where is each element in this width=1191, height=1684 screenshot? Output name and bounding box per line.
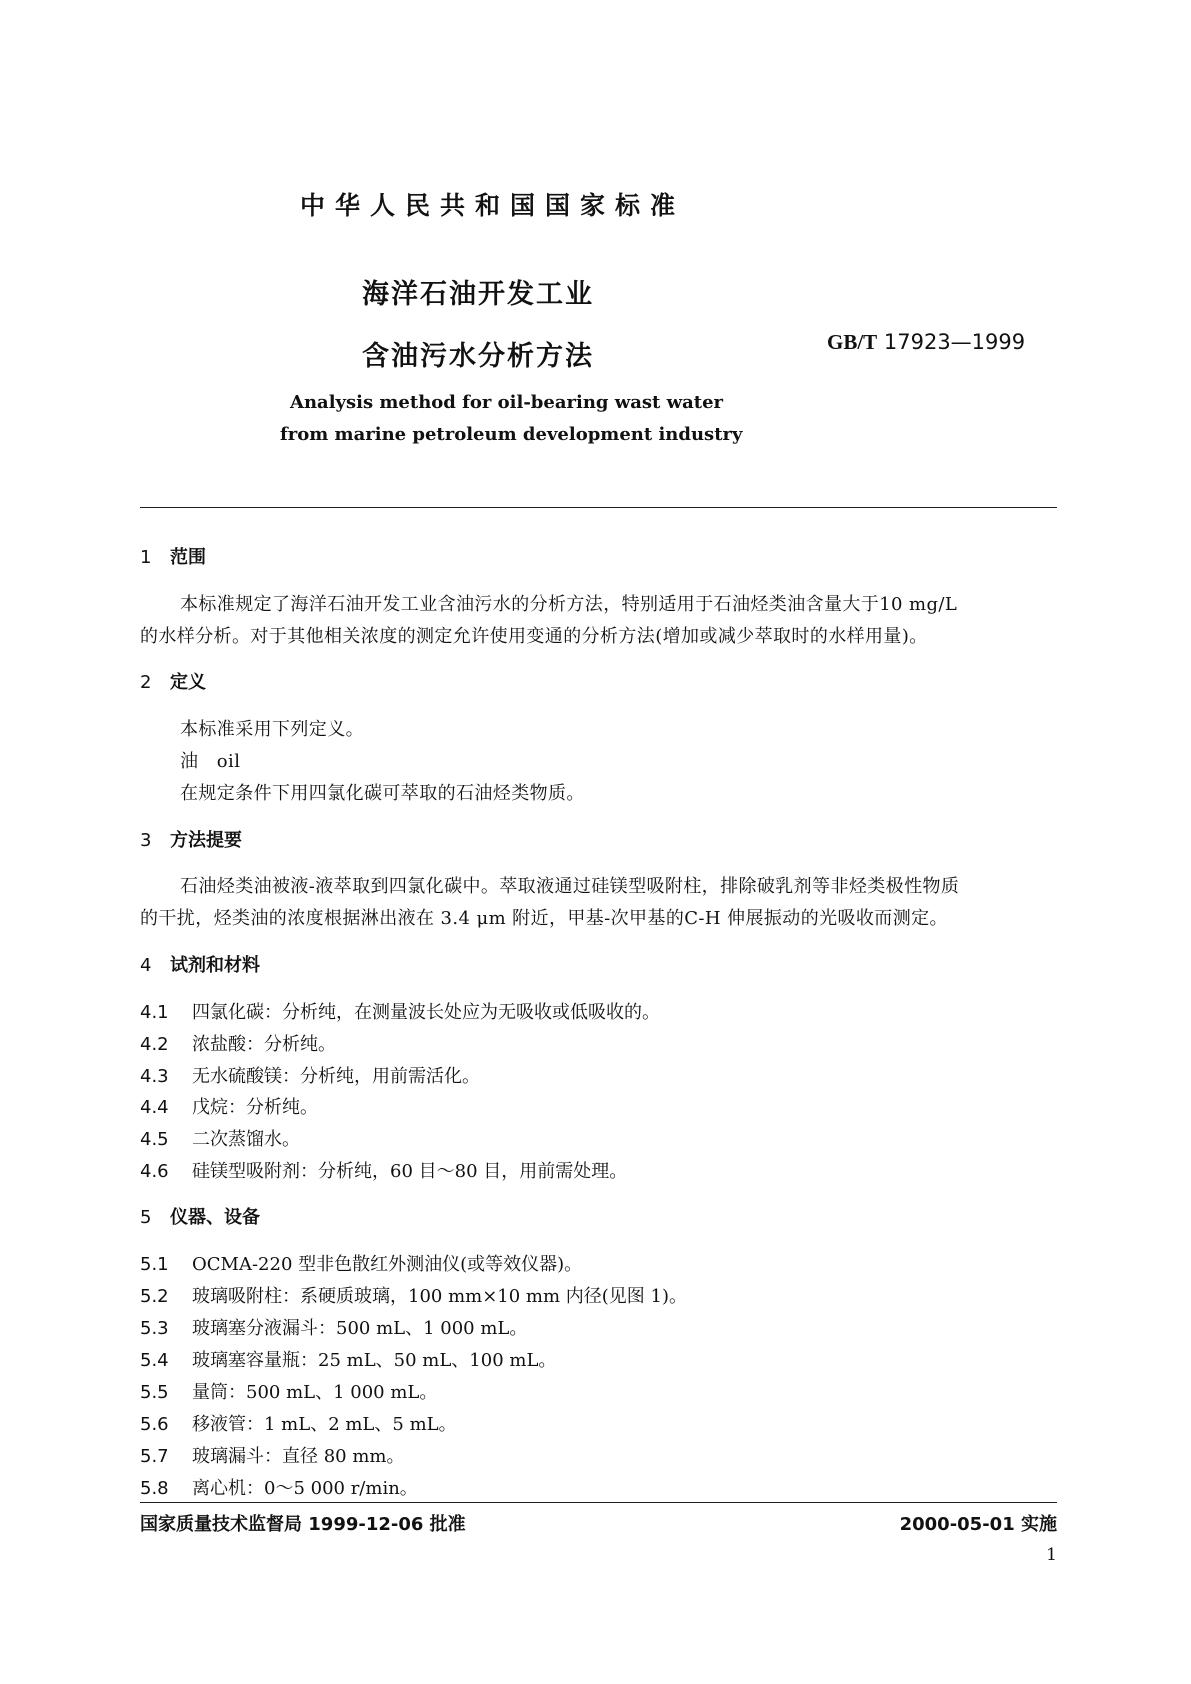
section-title: 试剂和材料 (170, 955, 260, 976)
section-2-line-3: 在规定条件下用四氯化碳可萃取的石油烃类物质。 (180, 783, 585, 804)
list-item (140, 1282, 687, 1308)
list-item (140, 1378, 437, 1404)
item-text: 量筒：500 mL、1 000 mL。 (192, 1382, 438, 1403)
item-text: 无水硫酸镁：分析纯，用前需活化。 (192, 1066, 480, 1087)
item-number: 5.3 (140, 1318, 169, 1339)
item-number: 5.1 (140, 1254, 169, 1275)
implementation-date: 2000-05-01 实施 (899, 1514, 1057, 1535)
national-standard-heading: 中华人民共和国国家标准 (300, 191, 686, 220)
standard-prefix: GB/T (827, 330, 878, 354)
item-number: 5.8 (140, 1478, 169, 1499)
item-text: 硅镁型吸附剂：分析纯，60 目～80 目，用前需处理。 (192, 1161, 628, 1182)
footer-divider (140, 1502, 1057, 1503)
item-text: 移液管：1 mL、2 mL、5 mL。 (192, 1414, 457, 1435)
section-2-line-1: 本标准采用下列定义。 (180, 719, 364, 740)
list-item (140, 1062, 480, 1088)
section-1-heading (140, 543, 206, 569)
section-number: 1 (140, 547, 152, 568)
header-divider (140, 507, 1057, 508)
section-2-term: 油 oil (180, 751, 241, 772)
list-item (140, 1157, 627, 1183)
item-number: 4.4 (140, 1097, 169, 1118)
list-item (140, 1346, 556, 1372)
item-text: 玻璃吸附柱：系硬质玻璃，100 mm×10 mm 内径(见图 1)。 (192, 1286, 687, 1307)
item-text: 离心机：0～5 000 r/min。 (192, 1478, 418, 1499)
section-number: 5 (140, 1207, 152, 1228)
section-3-paragraph-line-2: 的干扰，烃类油的浓度根据淋出液在 3.4 μm 附近，甲基-次甲基的C-H 伸展振动的光吸收而测定。 (140, 908, 948, 929)
english-title-line-1: Analysis method for oil-bearing wast water (290, 392, 724, 413)
section-title: 定义 (170, 672, 206, 693)
item-number: 5.7 (140, 1446, 169, 1467)
item-text: 玻璃塞分液漏斗：500 mL、1 000 mL。 (192, 1318, 528, 1339)
title-line-2: 含油污水分析方法 (362, 341, 594, 372)
item-number: 4.5 (140, 1129, 169, 1150)
list-item (140, 1474, 418, 1500)
section-3-paragraph-line-1: 石油烃类油被液-液萃取到四氯化碳中。萃取液通过硅镁型吸附柱，排除破乳剂等非烃类极性物质 (180, 876, 960, 897)
item-text: 玻璃塞容量瓶：25 mL、50 mL、100 mL。 (192, 1350, 557, 1371)
item-text: 四氯化碳：分析纯，在测量波长处应为无吸收或低吸收的。 (192, 1002, 660, 1023)
approval-info: 国家质量技术监督局 1999-12-06 批准 (140, 1514, 466, 1535)
item-number: 4.1 (140, 1002, 169, 1023)
list-item (140, 1093, 318, 1119)
item-number: 5.4 (140, 1350, 169, 1371)
section-1-paragraph-line-2: 的水样分析。对于其他相关浓度的测定允许使用变通的分析方法(增加或减少萃取时的水样用量)。 (140, 626, 928, 647)
item-text: 玻璃漏斗：直径 80 mm。 (192, 1446, 405, 1467)
section-5-heading (140, 1203, 260, 1229)
title-line-1: 海洋石油开发工业 (362, 279, 594, 310)
list-item (140, 1250, 582, 1276)
list-item (140, 1030, 336, 1056)
list-item (140, 998, 660, 1024)
item-number: 4.6 (140, 1161, 169, 1182)
standard-code (827, 330, 1025, 355)
item-text: 戊烷：分析纯。 (192, 1097, 318, 1118)
section-2-heading (140, 668, 206, 694)
list-item (140, 1442, 404, 1468)
section-title: 范围 (170, 547, 206, 568)
section-number: 4 (140, 955, 152, 976)
item-text: 浓盐酸：分析纯。 (192, 1034, 336, 1055)
section-title: 方法提要 (170, 830, 242, 851)
section-title: 仪器、设备 (170, 1207, 260, 1228)
english-title-line-2: from marine petroleum development industry (280, 424, 743, 445)
section-1-paragraph-line-1: 本标准规定了海洋石油开发工业含油污水的分析方法，特别适用于石油烃类油含量大于10 mg/L (180, 594, 958, 615)
item-text: 二次蒸馏水。 (192, 1129, 300, 1150)
item-number: 4.3 (140, 1066, 169, 1087)
item-number: 5.2 (140, 1286, 169, 1307)
list-item (140, 1125, 300, 1151)
section-4-heading (140, 951, 260, 977)
page-number: 1 (1046, 1545, 1057, 1565)
standard-number: 17923—1999 (883, 330, 1026, 354)
item-number: 4.2 (140, 1034, 169, 1055)
section-3-heading (140, 826, 242, 852)
section-number: 3 (140, 830, 152, 851)
item-number: 5.6 (140, 1414, 169, 1435)
section-number: 2 (140, 672, 152, 693)
list-item (140, 1410, 457, 1436)
item-number: 5.5 (140, 1382, 169, 1403)
list-item (140, 1314, 527, 1340)
item-text: OCMA-220 型非色散红外测油仪(或等效仪器)。 (192, 1254, 583, 1275)
